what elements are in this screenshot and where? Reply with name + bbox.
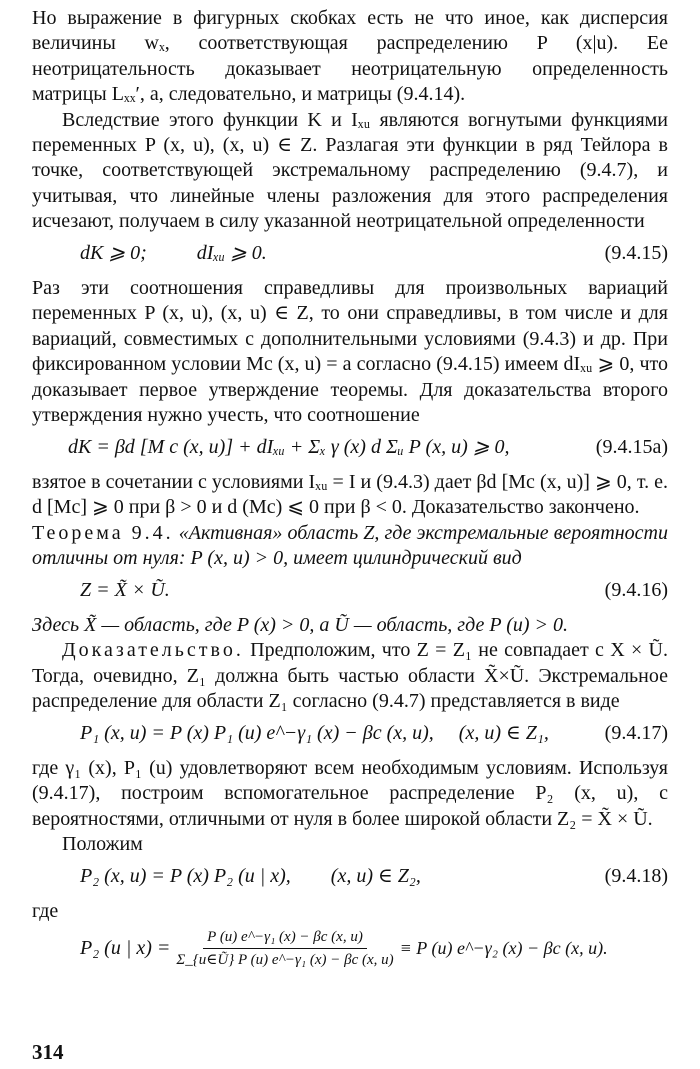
fraction-rhs: ≡ P (u) e^−γ₂ (x) − βc (x, u).: [399, 938, 608, 959]
theorem-label: Теорема 9.4.: [32, 521, 174, 544]
equation-number: (9.4.17): [604, 721, 668, 744]
proof: [32, 638, 668, 714]
paragraph-7: Положим: [62, 833, 143, 856]
equation-formula: P₁ (x, u) = P (x) P₁ (u) e^−γ₁ (x) − βc (x, u), (x, u) ∈ Z₁,: [80, 721, 549, 744]
fraction: [176, 928, 393, 969]
equation-9-4-15a: [32, 435, 668, 460]
equation-number: (9.4.18): [604, 864, 668, 887]
equation-number: (9.4.15): [604, 241, 668, 264]
paragraph-2: Вследствие этого функции K и Iₓᵤ являются вогнутыми функциями переменных P (x, u), (x, u) ∈ Z. Разлагая эти функции в ряд Тейлора в точке, соответствующей экстремальному распределению (9.4.7), и учитывая, что линейные члены разложения для этого распределения исчезают, получаем в силу указанной неотрицательной определенности: [32, 108, 668, 233]
fraction-denominator: Σ_{u∈Ũ} P (u) e^−γ₁ (x) − βc (x, u): [176, 952, 394, 969]
equation-number: (9.4.16): [604, 578, 668, 601]
equation-9-4-17: [32, 721, 668, 746]
equation-number: (9.4.15a): [595, 435, 668, 458]
paragraph-3: Раз эти соотношения справедливы для произвольных вариаций переменных P (x, u), (x, u) ∈ Z, то они справедливы, в том числе и для вариаций, совместимых с дополнительными условиями (9.4.3) и др. При фиксированном условии Mc (x, u) = a согласно (9.4.15) имеем dIₓᵤ ⩾ 0, что доказывает первое утверждение теоремы. Для доказательства второго утверждения нужно учесть, что соотношение: [32, 277, 668, 427]
equation-formula: P₂ (x, u) = P (x) P₂ (u | x), (x, u) ∈ Z₂,: [80, 864, 421, 887]
equation-formula: dK = βd [M c (x, u)] + dIₓᵤ + Σₓ γ (x) d Σᵤ P (x, u) ⩾ 0,: [68, 435, 510, 458]
theorem-text: «Активная» область Z, где экстремальные вероятности отличны от нуля: P (x, u) > 0, имеет цилиндрический вид: [32, 521, 669, 570]
equation-9-4-18: [32, 864, 668, 889]
equation-9-4-15: [32, 241, 668, 266]
paragraph-4: взятое в сочетании с условиями Iₓᵤ = I и (9.4.3) дает βd [Mc (x, u)] ⩾ 0, т. е. d [Mc] ⩾ 0 при β > 0 и d (Mc) ⩽ 0 при β < 0. Доказательство закончено.: [32, 470, 668, 519]
paragraph-6: где γ₁ (x), P₁ (u) удовлетворяют всем необходимым условиям. Используя (9.4.17), построим вспомогательное распределение P₂ (x, u), с вероятностями, отличными от нуля в более широкой области Z₂ = X̃ × Ũ.: [32, 756, 668, 830]
page-content: [32, 6, 668, 979]
page-number: 314: [32, 1040, 64, 1064]
paragraph-8: где: [32, 900, 59, 922]
fraction-numerator: P (u) e^−γ₁ (x) − βc (x, u): [203, 928, 367, 949]
paragraph-1: Но выражение в фигурных скобках есть не что иное, как дисперсия величины wₓ, соответствующая распределению P (x|u). Ее неотрицательность доказывает неотрицательную определенность матрицы Lₓₓ′, а, следовательно, и матрицы (9.4.14).: [32, 7, 668, 106]
paragraph-5: Здесь X̃ — область, где P (x) > 0, а Ũ — область, где P (u) > 0.: [32, 613, 569, 636]
proof-text: Предположим, что Z = Z₁ не совпадает с X × Ũ. Тогда, очевидно, Z₁ должна быть частью области X̃×Ũ. Экстремальное распределение для области Z₁ согласно (9.4.7) представляется в виде: [32, 639, 668, 713]
theorem: [32, 521, 668, 572]
equation-9-4-16: [32, 578, 668, 603]
equation-formula: dK ⩾ 0; dIₓᵤ ⩾ 0.: [80, 241, 267, 264]
proof-label: Доказательство.: [62, 639, 244, 662]
equation-formula: Z = X̃ × Ũ.: [80, 578, 170, 601]
fraction-lhs: P₂ (u | x) =: [80, 937, 171, 960]
equation-fraction: [32, 928, 668, 969]
